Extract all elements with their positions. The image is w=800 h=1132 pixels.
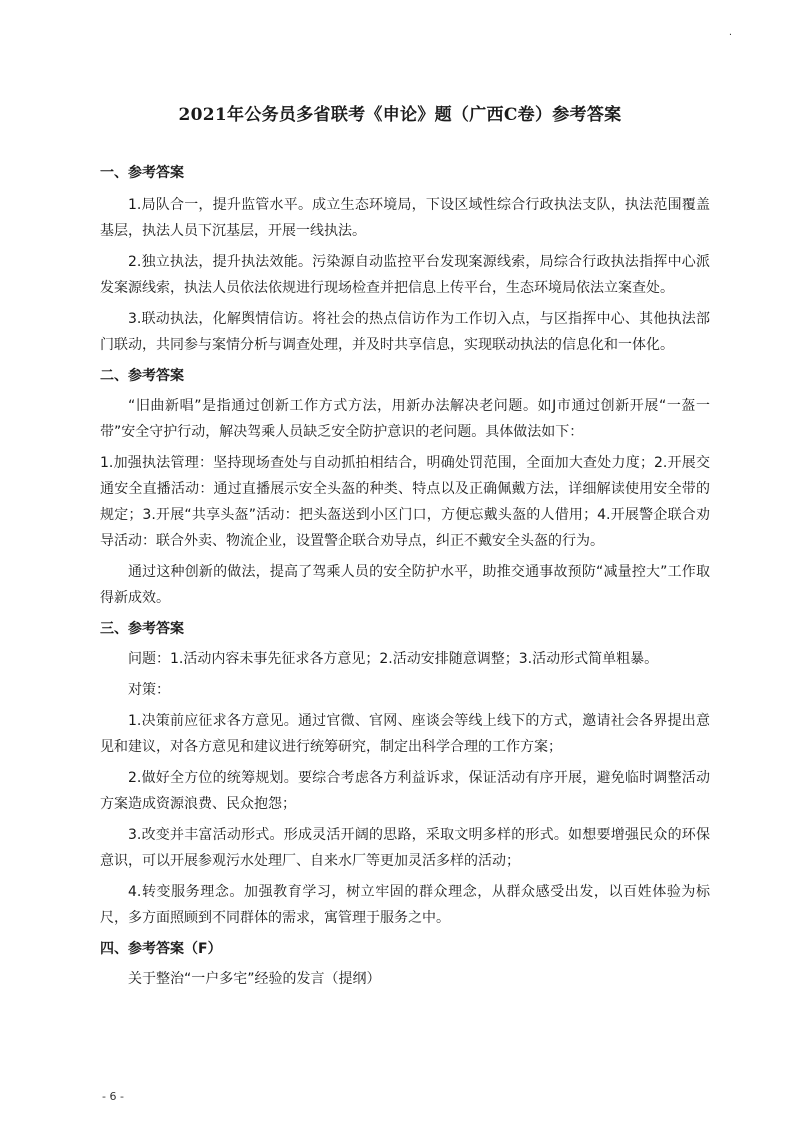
section-3-countermeasure: 3.改变并丰富活动形式。形成灵活开阔的思路，采取文明多样的形式。如想要增强民众的环保意识，可以开展参观污水处理厂、自来水厂等更加灵活多样的活动； [100,827,710,869]
section-2-conclusion: 通过这种创新的做法，提高了驾乘人员的安全防护水平，助推交通事故预防“减量控大”工作取得新成效。 [100,564,710,606]
section-4 [100,936,710,992]
section-1-paragraph: 2.独立执法，提升执法效能。污染源自动监控平台发现案源线索，局综合行政执法指挥中心派发案源线索，执法人员依法依规进行现场检查并把信息上传平台，生态环境局依法立案查处。 [100,254,710,296]
section-3-countermeasure: 4.转变服务理念。加强教育学习，树立牢固的群众理念，从群众感受出发，以百姓体验为标尺，多方面照顾到不同群体的需求，寓管理于服务之中。 [100,884,710,926]
section-2-heading: 二、参考答案 [100,368,184,384]
section-1-heading: 一、参考答案 [100,165,184,181]
page-title: 2021年公务员多省联考《申论》题（广西C卷）参考答案 [178,105,622,125]
section-2-intro: “旧曲新唱”是指通过创新工作方式方法，用新办法解决老问题。如J市通过创新开展“一盔一带”安全守护行动，解决驾乘人员缺乏安全防护意识的老问题。具体做法如下： [100,398,710,440]
section-2 [100,363,710,611]
page-number: - 6 - [102,1090,124,1103]
section-4-heading: 四、参考答案（F） [100,941,222,957]
section-3-countermeasure: 1.决策前应征求各方意见。通过官微、官网、座谈会等线上线下的方式，邀请社会各界提出意见和建议，对各方意见和建议进行统筹研究，制定出科学合理的工作方案； [100,713,710,755]
section-3-problems: 问题：1.活动内容未事先征求各方意见；2.活动安排随意调整；3.活动形式简单粗暴。 [128,651,659,667]
section-4-subtitle: 关于整治“一户多宅”经验的发言（提纲） [128,971,381,987]
section-2-measures: 1.加强执法管理：坚持现场查处与自动抓拍相结合，明确处罚范围，全面加大查处力度；2.开展交通安全直播活动：通过直播展示安全头盔的种类、特点以及正确佩戴方法，详细解读使用安全带的规定；3.开展“共享头盔”活动：把头盔送到小区门口，方便忘戴头盔的人借用；4.开展警企联合劝导活动：联合外卖、物流企业，设置警企联合劝导点，纠正不戴安全头盔的行为。 [100,455,710,549]
section-1 [100,160,710,358]
section-3-heading: 三、参考答案 [100,621,184,637]
section-1-paragraph: 3.联动执法，化解舆情信访。将社会的热点信访作为工作切入点，与区指挥中心、其他执法部门联动，共同参与案情分析与调查处理，并及时共享信息，实现联动执法的信息化和一体化。 [100,311,710,353]
document-body [100,160,710,997]
section-1-paragraph: 1.局队合一，提升监管水平。成立生态环境局，下设区域性综合行政执法支队，执法范围覆盖基层，执法人员下沉基层，开展一线执法。 [100,197,710,239]
section-3 [100,616,710,931]
corner-mark: · [728,30,732,41]
section-3-countermeasures-label: 对策： [128,682,170,698]
section-3-countermeasure: 2.做好全方位的统筹规划。要综合考虑各方利益诉求，保证活动有序开展，避免临时调整活动方案造成资源浪费、民众抱怨； [100,770,710,812]
